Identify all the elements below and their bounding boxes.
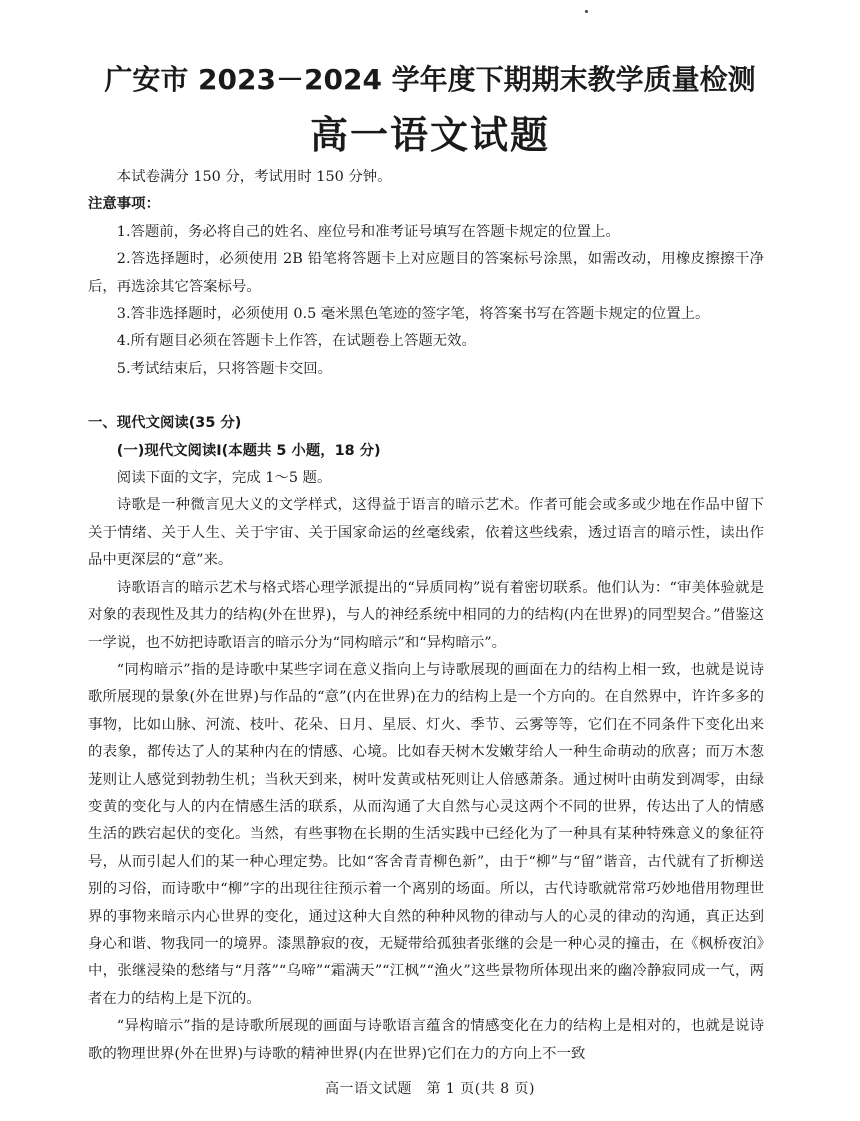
scan-dot bbox=[585, 10, 588, 13]
section-heading: 一、现代文阅读(35 分) bbox=[88, 415, 242, 432]
section-gap bbox=[88, 383, 764, 410]
passage-paragraph: 诗歌是一种微言见大义的文学样式，这得益于语言的暗示艺术。作者可能会或多或少地在作品中留下关于情绪、关于人生、关于宇宙、关于国家命运的丝毫线索，依着这些线索，透过语言的暗示性，读出作品中更深层的“意”来。 bbox=[88, 497, 764, 569]
passage-paragraph: “异构暗示”指的是诗歌所展现的画面与诗歌语言蕴含的情感变化在力的结构上是相对的，也就是说诗歌的物理世界(外在世界)与诗歌的精神世界(内在世界)它们在力的方向上不一致 bbox=[88, 1018, 764, 1062]
section-subheading: (一)现代文阅读Ⅰ(本题共 5 小题，18 分) bbox=[116, 442, 381, 459]
passage-paragraph: 诗歌语言的暗示艺术与格式塔心理学派提出的“异质同构”说有着密切联系。他们认为：“审美体验就是对象的表现性及其力的结构(外在世界)，与人的神经系统中相同的力的结构(内在世界)的同型契合。”借鉴这一学说，也不妨把诗歌语言的暗示分为“同构暗示”和“异构暗示”。 bbox=[88, 579, 764, 651]
notice-item: 4.所有题目必须在答题卡上作答，在试题卷上答题无效。 bbox=[116, 333, 476, 350]
passage-paragraph: “同构暗示”指的是诗歌中某些字词在意义指向上与诗歌展现的画面在力的结构上相一致，也就是说诗歌所展现的景象(外在世界)与作品的“意”(内在世界)在力的结构上是一个方向的。在自然界中，许许多多的事物，比如山脉、河流、枝叶、花朵、日月、星辰、灯火、季节、云雾等等，它们在不同条件下变化出来的表象，都传达了人的某种内在的情感、心境。比如春天树木发嫩芽给人一种生命萌动的欣喜；而万木葱茏则让人感觉到勃勃生机；当秋天到来，树叶发黄或枯死则让人倍感萧条。通过树叶由萌发到凋零，由绿变黄的变化与人的内在情感生活的联系，从而沟通了大自然与心灵这两个不同的世界，传达出了人的情感生活的跌宕起伏的变化。当然，有些事物在长期的生活实践中已经化为了一种具有某种特殊意义的象征符号，从而引起人们的某一种心理定势。比如“客舍青青柳色新”，由于“柳”与“留”谐音，古代就有了折柳送别的习俗，而诗歌中“柳”字的出现往往预示着一个离别的场面。所以，古代诗歌就常常巧妙地借用物理世界的事物来暗示内心世界的变化，通过这种大自然的种种风物的律动与人的心灵的律动的沟通，真正达到身心和谐、物我同一的境界。漆黑静寂的夜，无疑带给孤独者张继的会是一种心灵的撞击，在《枫桥夜泊》中，张继浸染的愁绪与“月落”“乌啼”“霜满天”“江枫”“渔火”这些景物所体现出来的幽冷静寂同成一气，两者在力的结构上是下沉的。 bbox=[88, 661, 764, 1007]
exam-body bbox=[88, 164, 764, 1068]
page-footer: 高一语文试题 第 1 页(共 8 页) bbox=[324, 1081, 536, 1097]
section-instruction: 阅读下面的文字，完成 1～5 题。 bbox=[116, 470, 332, 487]
exam-title: 广安市 2023－2024 学年度下期期末教学质量检测 bbox=[104, 63, 756, 96]
notice-item: 1.答题前，务必将自己的姓名、座位号和准考证号填写在答题卡规定的位置上。 bbox=[116, 223, 620, 240]
exam-subtitle: 高一语文试题 bbox=[309, 113, 550, 157]
notice-item: 3.答非选择题时，必须使用 0.5 毫米黑色笔迹的签字笔，将答案书写在答题卡规定的位置上。 bbox=[116, 306, 710, 323]
notice-heading: 注意事项： bbox=[88, 196, 160, 213]
notice-item: 2.答选择题时，必须使用 2B 铅笔将答题卡上对应题目的答案标号涂黑，如需改动，用橡皮擦擦干净后，再选涂其它答案标号。 bbox=[88, 251, 764, 295]
notice-item: 5.考试结束后，只将答题卡交回。 bbox=[116, 360, 332, 377]
intro-text: 本试卷满分 150 分，考试用时 150 分钟。 bbox=[116, 169, 392, 185]
